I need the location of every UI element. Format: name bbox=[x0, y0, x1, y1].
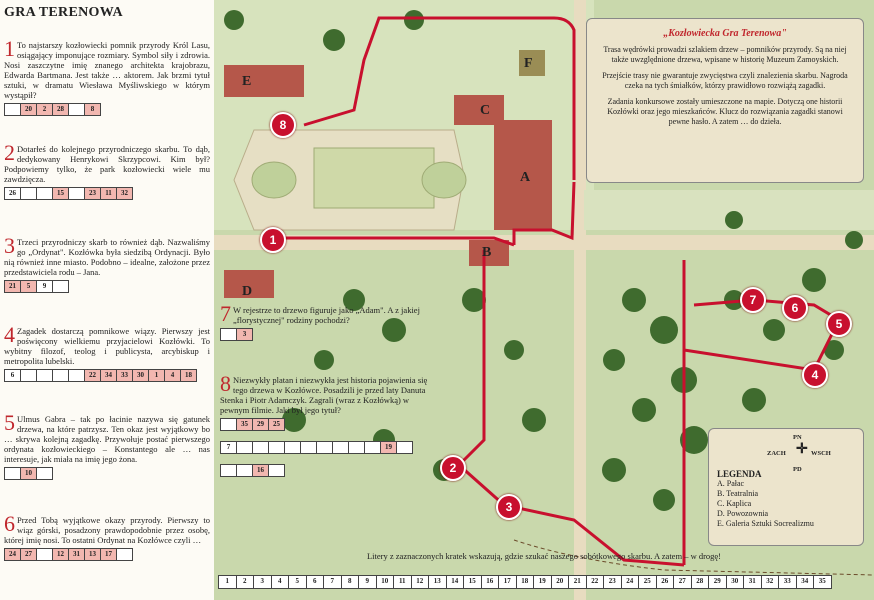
legend-item-c: C. Kaplica bbox=[717, 499, 752, 508]
final-answer-cell[interactable]: 12 bbox=[411, 575, 430, 589]
answer-cell[interactable] bbox=[36, 467, 53, 480]
task-question: 6 Przed Tobą wyjątkowe okazy przyrody. Pierwszy to wiąz górski, posadzony prawdopodobnie przez osobę, której imię nosi. To ostatni Ordynat na Kozłówce czyli … bbox=[4, 511, 210, 545]
final-answer-cell[interactable]: 8 bbox=[341, 575, 360, 589]
final-answer-cell[interactable]: 3 bbox=[253, 575, 272, 589]
task-answer-grid bbox=[4, 187, 210, 200]
task-number: 2 bbox=[4, 140, 15, 165]
final-answer-cell[interactable]: 21 bbox=[568, 575, 587, 589]
final-answer-cell[interactable]: 27 bbox=[673, 575, 692, 589]
task-answer-grid bbox=[4, 467, 210, 480]
answer-cell[interactable]: 6 bbox=[4, 369, 21, 382]
task-number: 1 bbox=[4, 36, 15, 61]
answer-cell[interactable]: 27 bbox=[20, 548, 37, 561]
final-answer-cell[interactable]: 30 bbox=[726, 575, 745, 589]
final-answer-cell[interactable]: 20 bbox=[551, 575, 570, 589]
info-paragraph-3: Zadania konkursowe zostały umieszczone na mapie. Dotyczą one historii Kozłówki oraz jego mieszkańców. Klucz do rozwiązania zagadki stanowi pewne hasło. A zatem … do dzieła. bbox=[607, 97, 843, 126]
answer-cell[interactable]: 8 bbox=[84, 103, 101, 116]
answer-cell[interactable]: 16 bbox=[252, 464, 269, 477]
final-answer-cell[interactable]: 32 bbox=[761, 575, 780, 589]
task-question: 5 Ulmus Gabra – tak po łacinie nazywa się gatunek drzewa, na które patrzysz. Ten okaz jest wyjątkowy bo … skrywa kolejną zagadkę. Przywołuje postać pierwszego ordynata kozłowieckiego – Konstantego ale … nas interesuje, jak miała na imię jego żona. bbox=[4, 410, 210, 464]
answer-cell[interactable]: 18 bbox=[180, 369, 197, 382]
task-answer-grid bbox=[4, 103, 210, 116]
final-answer-cell[interactable]: 15 bbox=[463, 575, 482, 589]
task-3 bbox=[4, 233, 210, 293]
answer-cell[interactable] bbox=[68, 369, 85, 382]
answer-cell[interactable] bbox=[268, 441, 285, 454]
answer-cell[interactable] bbox=[236, 464, 253, 477]
final-answer-cell[interactable]: 13 bbox=[428, 575, 447, 589]
answer-cell[interactable] bbox=[52, 280, 69, 293]
answer-cell[interactable] bbox=[68, 103, 85, 116]
task-number: 8 bbox=[220, 371, 231, 396]
answer-cell[interactable]: 30 bbox=[132, 369, 149, 382]
route-marker-6[interactable]: 6 bbox=[782, 295, 808, 321]
answer-cell[interactable]: 33 bbox=[116, 369, 133, 382]
answer-cell[interactable] bbox=[116, 548, 133, 561]
answer-cell[interactable]: 12 bbox=[52, 548, 69, 561]
final-answer-cell[interactable]: 29 bbox=[708, 575, 727, 589]
route-marker-4[interactable]: 4 bbox=[802, 362, 828, 388]
north-south-alley bbox=[574, 0, 586, 600]
answer-cell[interactable]: 9 bbox=[36, 280, 53, 293]
legend-item-e: E. Galeria Sztuki Socrealizmu bbox=[717, 519, 814, 528]
legend-item-b: B. Teatralnia bbox=[717, 489, 759, 498]
final-answer-grid bbox=[218, 575, 870, 589]
task-8 bbox=[220, 371, 440, 477]
task-question: 7 W rejestrze to drzewo figuruje jako „Adam". A z jakiej „florystycznej" rodziny pochodzi? bbox=[220, 301, 420, 326]
bottom-answer-section bbox=[218, 551, 870, 589]
compass-cross-icon: ✛ bbox=[796, 442, 808, 457]
compass-west: ZACH bbox=[767, 450, 786, 457]
answer-cell[interactable] bbox=[220, 418, 237, 431]
answer-cell[interactable]: 28 bbox=[52, 103, 69, 116]
task-number: 4 bbox=[4, 322, 15, 347]
final-answer-cell[interactable]: 26 bbox=[656, 575, 675, 589]
final-answer-cell[interactable]: 16 bbox=[481, 575, 500, 589]
answer-cell[interactable]: 13 bbox=[84, 548, 101, 561]
building-label-e: E bbox=[242, 74, 252, 89]
task-answer-grid bbox=[4, 548, 210, 561]
final-answer-cell[interactable]: 23 bbox=[603, 575, 622, 589]
final-answer-cell[interactable]: 31 bbox=[743, 575, 762, 589]
final-answer-cell[interactable]: 24 bbox=[621, 575, 640, 589]
task-number: 6 bbox=[4, 511, 15, 536]
task-6 bbox=[4, 511, 210, 561]
final-answer-cell[interactable]: 11 bbox=[393, 575, 412, 589]
task-number: 5 bbox=[4, 410, 15, 435]
answer-cell[interactable]: 17 bbox=[100, 548, 117, 561]
task-number: 3 bbox=[4, 233, 15, 258]
answer-cell[interactable] bbox=[300, 441, 317, 454]
answer-cell[interactable]: 19 bbox=[380, 441, 397, 454]
task-2 bbox=[4, 140, 210, 200]
answer-cell[interactable]: 32 bbox=[116, 187, 133, 200]
compass-north: PN bbox=[793, 434, 802, 441]
building-label-d: D bbox=[242, 284, 253, 299]
info-paragraph-1: Trasa wędrówki prowadzi szlakiem drzew – pomników przyrody. Są na niej także uwzględnione drzewa, wpisane w historię Muzeum Zamoyskich. bbox=[603, 45, 847, 64]
task-4 bbox=[4, 322, 210, 382]
info-heading: „Kozłowiecka Gra Terenowa" bbox=[663, 28, 787, 39]
building-e-shape bbox=[224, 65, 304, 97]
answer-cell[interactable]: 3 bbox=[236, 328, 253, 341]
answer-cell[interactable] bbox=[284, 441, 301, 454]
route-marker-3[interactable]: 3 bbox=[496, 494, 522, 520]
answer-cell[interactable] bbox=[348, 441, 365, 454]
final-answer-cell[interactable]: 22 bbox=[586, 575, 605, 589]
answer-cell[interactable] bbox=[220, 328, 237, 341]
answer-cell[interactable] bbox=[332, 441, 349, 454]
route-marker-5[interactable]: 5 bbox=[826, 311, 852, 337]
answer-cell[interactable] bbox=[236, 441, 253, 454]
task-1 bbox=[4, 36, 210, 116]
final-answer-cell[interactable]: 1 bbox=[218, 575, 237, 589]
final-answer-cell[interactable]: 7 bbox=[323, 575, 342, 589]
route-marker-2[interactable]: 2 bbox=[440, 455, 466, 481]
final-answer-cell[interactable]: 33 bbox=[778, 575, 797, 589]
legend-item-a: A. Pałac bbox=[717, 479, 745, 488]
answer-cell[interactable]: 25 bbox=[268, 418, 285, 431]
final-answer-cell[interactable]: 6 bbox=[306, 575, 325, 589]
answer-cell[interactable]: 23 bbox=[84, 187, 101, 200]
fountain-east bbox=[422, 162, 466, 198]
final-answer-cell[interactable]: 5 bbox=[288, 575, 307, 589]
route-marker-7[interactable]: 7 bbox=[740, 287, 766, 313]
answer-cell[interactable]: 26 bbox=[4, 187, 21, 200]
task-answer-grid bbox=[220, 464, 440, 477]
route-marker-1[interactable]: 1 bbox=[260, 227, 286, 253]
building-label-f: F bbox=[524, 56, 533, 71]
answer-cell[interactable] bbox=[52, 369, 69, 382]
answer-cell[interactable]: 22 bbox=[84, 369, 101, 382]
answer-cell[interactable]: 11 bbox=[100, 187, 117, 200]
legend-title: LEGENDA bbox=[717, 469, 762, 479]
answer-cell[interactable]: 35 bbox=[236, 418, 253, 431]
page-title: GRA TERENOWA bbox=[4, 5, 123, 20]
answer-cell[interactable]: 5 bbox=[20, 280, 37, 293]
answer-cell[interactable] bbox=[36, 187, 53, 200]
info-box bbox=[586, 18, 864, 183]
answer-cell[interactable] bbox=[20, 369, 37, 382]
building-c-shape bbox=[454, 95, 504, 125]
task-answer-grid bbox=[220, 418, 440, 431]
final-answer-cell[interactable]: 28 bbox=[691, 575, 710, 589]
answer-cell[interactable]: 1 bbox=[148, 369, 165, 382]
parterre-center bbox=[314, 148, 434, 208]
route-marker-8[interactable]: 8 bbox=[270, 112, 296, 138]
task-answer-grid bbox=[220, 328, 440, 341]
task-question: 4 Zagadek dostarczą pomnikowe wiązy. Pierwszy jest poświęcony wielkiemu przyjacielowi Kozłówki. To wybitny filozof, teolog i publicysta, arcybiskup i metropolita lubelski. bbox=[4, 322, 210, 366]
answer-cell[interactable]: 15 bbox=[52, 187, 69, 200]
answer-cell[interactable] bbox=[4, 467, 21, 480]
building-label-b: B bbox=[482, 245, 492, 260]
answer-cell[interactable]: 31 bbox=[68, 548, 85, 561]
answer-cell[interactable]: 10 bbox=[20, 467, 37, 480]
answer-cell[interactable] bbox=[36, 369, 53, 382]
final-answer-cell[interactable]: 17 bbox=[498, 575, 517, 589]
compass-south: PD bbox=[793, 466, 802, 473]
fountain-west bbox=[252, 162, 296, 198]
answer-cell[interactable] bbox=[68, 187, 85, 200]
answer-cell[interactable]: 34 bbox=[100, 369, 117, 382]
final-answer-cell[interactable]: 14 bbox=[446, 575, 465, 589]
legend bbox=[708, 428, 864, 546]
answer-cell[interactable] bbox=[4, 103, 21, 116]
task-question: 3 Trzeci przyrodniczy skarb to również dąb. Nazwaliśmy go „Ordynat". Kozłówka była siedzibą Ordynacji. Było nią również inne miasto. Podobno – idealne, założone przez przedstawiciela rodu – Jana. bbox=[4, 233, 210, 277]
answer-cell[interactable] bbox=[252, 441, 269, 454]
task-answer-grid bbox=[220, 441, 440, 454]
legend-item-d: D. Powozownia bbox=[717, 509, 769, 518]
answer-cell[interactable] bbox=[316, 441, 333, 454]
compass-east: WSCH bbox=[811, 450, 831, 457]
final-answer-cell[interactable]: 34 bbox=[796, 575, 815, 589]
answer-cell[interactable]: 4 bbox=[164, 369, 181, 382]
compass-rose bbox=[769, 433, 829, 473]
final-answer-cell[interactable]: 35 bbox=[813, 575, 832, 589]
answer-cell[interactable] bbox=[20, 187, 37, 200]
answer-cell[interactable]: 7 bbox=[220, 441, 237, 454]
task-question: 1 To najstarszy kozłowiecki pomnik przyrody Król Lasu, osiągający imponujące rozmiary. Symbol siły i zdrowia. Nosi zaszczytne imię znanego architekta krajobrazu, Edwarda Bartmana. Jest także … aktorem. Jak brzmi tytuł sztuki, w dramatu Wiesława Myśliwskiego w którym wystąpił? bbox=[4, 36, 210, 100]
building-label-a: A bbox=[520, 170, 531, 185]
answer-cell[interactable]: 24 bbox=[4, 548, 21, 561]
answer-cell[interactable]: 2 bbox=[36, 103, 53, 116]
answer-cell[interactable] bbox=[364, 441, 381, 454]
answer-cell[interactable] bbox=[36, 548, 53, 561]
task-5 bbox=[4, 410, 210, 480]
building-label-c: C bbox=[480, 103, 491, 118]
final-answer-cell[interactable]: 18 bbox=[516, 575, 535, 589]
final-answer-cell[interactable]: 2 bbox=[236, 575, 255, 589]
answer-cell[interactable]: 20 bbox=[20, 103, 37, 116]
answer-cell[interactable]: 21 bbox=[4, 280, 21, 293]
final-answer-cell[interactable]: 19 bbox=[533, 575, 552, 589]
task-answer-grid bbox=[4, 280, 210, 293]
answer-cell[interactable] bbox=[396, 441, 413, 454]
task-number: 7 bbox=[220, 301, 231, 326]
final-answer-cell[interactable]: 4 bbox=[271, 575, 290, 589]
task-question: 8 Niezwykły platan i niezwykła jest historia pojawienia się tego drzewa w Kozłówce. Posadzili je przed laty Danuta Stenka i Piotr Adamczyk. Zagrali (wraz z Kozłówką) w pewnym filmie. Jaki był jego tytuł? bbox=[220, 371, 428, 415]
task-question: 2 Dotarłeś do kolejnego przyrodniczego skarbu. To dąb, dedykowany Henrykowi Skrzypcowi. Kim był? Podpowiemy tylko, że park kozłowiecki wiele mu zawdzięcza. bbox=[4, 140, 210, 184]
task-7 bbox=[220, 301, 440, 341]
answer-cell[interactable] bbox=[220, 464, 237, 477]
answer-cell[interactable] bbox=[268, 464, 285, 477]
final-answer-cell[interactable]: 10 bbox=[376, 575, 395, 589]
final-answer-cell[interactable]: 9 bbox=[358, 575, 377, 589]
task-answer-grid bbox=[4, 369, 210, 382]
bottom-instructions: Litery z zaznaczonych kratek wskazują, gdzie szukać naszego sobótkowego skarbu. A zatem – w drogę! bbox=[366, 551, 722, 561]
info-paragraph-2: Przejście trasy nie gwarantuje zwycięstwa czyli znalezienia skarbu. Nagroda czeka na tych śmiałków, którzy prawidłowo rozwiążą zagadki. bbox=[602, 71, 848, 90]
final-answer-cell[interactable]: 25 bbox=[638, 575, 657, 589]
answer-cell[interactable]: 29 bbox=[252, 418, 269, 431]
